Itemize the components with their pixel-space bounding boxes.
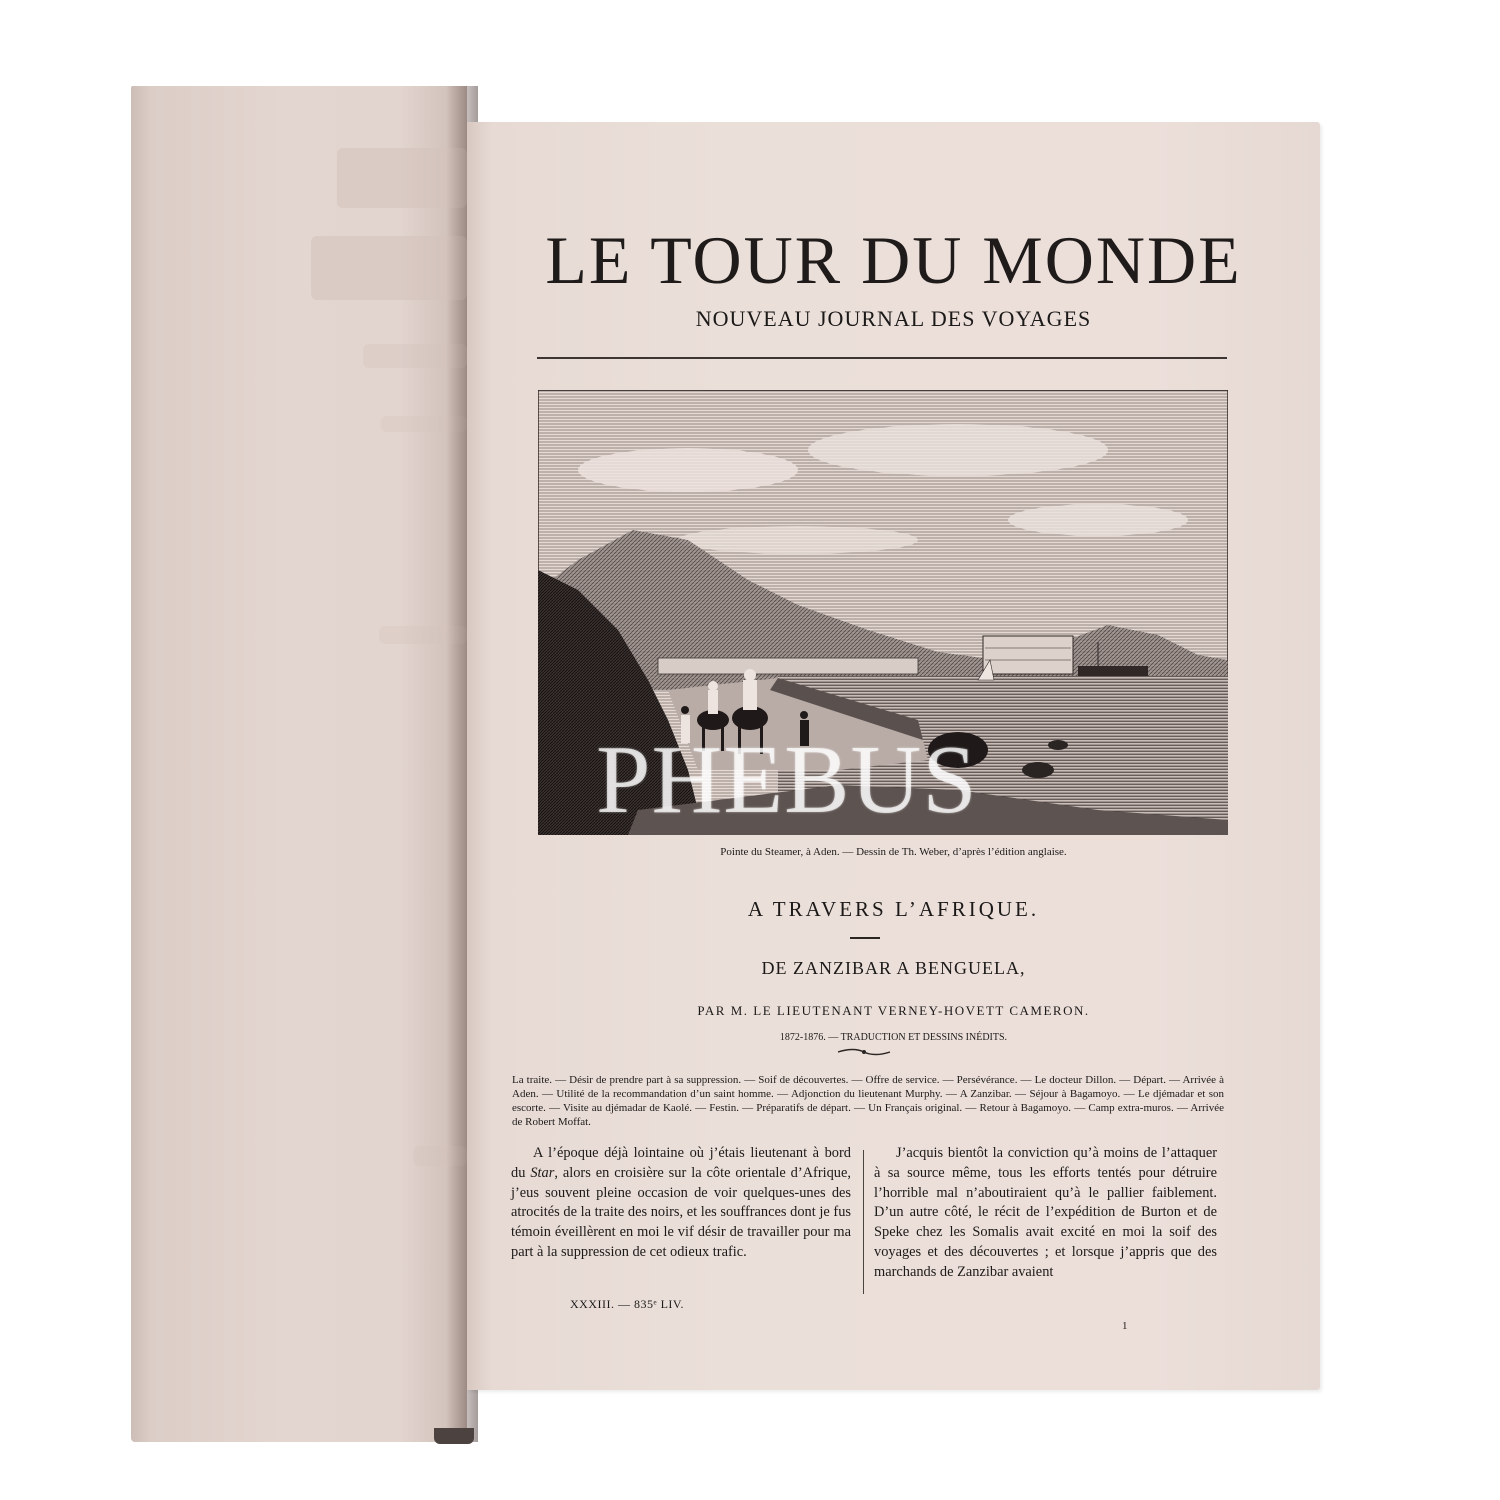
article-subtitle: DE ZANZIBAR A BENGUELA, (761, 958, 1026, 978)
page-number: 1 (1122, 1320, 1128, 1332)
body-text-segment: A l’époque déjà lointaine où j’étais lieutenant à bord du (511, 1145, 851, 1181)
column-divider (863, 1150, 864, 1294)
show-through-text (131, 86, 467, 1442)
article-dates: 1872-1876. — TRADUCTION ET DESSINS INÉDITS. (779, 1032, 1008, 1043)
watermark: PHEBUS (596, 726, 978, 834)
masthead-rule (537, 357, 1227, 359)
illustration-caption: Pointe du Steamer, à Aden. — Dessin de Th. Weber, d’après l’édition anglaise. (720, 846, 1067, 858)
left-page (131, 86, 467, 1442)
printer-signature: XXXIII. — 835ᵉ LIV. (570, 1297, 685, 1311)
article-title: A TRAVERS L’AFRIQUE. (747, 897, 1040, 921)
chapter-summary: La traite. — Désir de prendre part à sa suppression. — Soif de découvertes. — Offre de service. — Persévérance. — Le docteur Dillon. — Départ. — Arrivée à Aden. — Utilité de la recommandation d’un saint homme. — Adjonction du lieutenant Murphy. — A Zanzibar. — Séjour à Bagamoyo. — Le djémadar et son escorte. — Visite au djémadar de Kaolé. — Festin. — Préparatifs de départ. — Un Français original. — Retour à Bagamoyo. — Camp extra-muros. — Arrivée de Robert Moffat. (512, 1074, 1224, 1128)
cover-board-edge (434, 1428, 474, 1444)
body-column-right: J’acquis bientôt la conviction qu’à moins de l’attaquer à sa source même, tous les efforts tentés pour détruire l’horrible mal n’aboutiraient qu’à le pallier faiblement. D’un autre côté, le récit de l’expédition de Burton et de Speke chez les Somalis avait excité en moi la soif des voyages et des découvertes ; et lorsque j’appris que des marchands de Zanzibar avaient (874, 1145, 1217, 1280)
article-byline: PAR M. LE LIEUTENANT VERNEY-HOVETT CAMERON. (697, 1003, 1090, 1018)
journal-subtitle: NOUVEAU JOURNAL DES VOYAGES (695, 306, 1092, 331)
journal-title: LE TOUR DU MONDE (545, 222, 1242, 298)
ship-name: Star (530, 1164, 555, 1181)
fleuron-ornament (834, 1046, 894, 1058)
body-column-left (511, 1144, 851, 1263)
body-text-segment: , alors en croisière sur la côte orientale d’Afrique, j’eus souvent pleine occasion de voir quelques-unes des atrocités de la traite des noirs, et les souffrances dont je fus témoin éveillèrent en moi le vif désir de travailler pour ma part à la suppression de cet odieux trafic. (511, 1164, 851, 1260)
title-rule (850, 937, 880, 939)
